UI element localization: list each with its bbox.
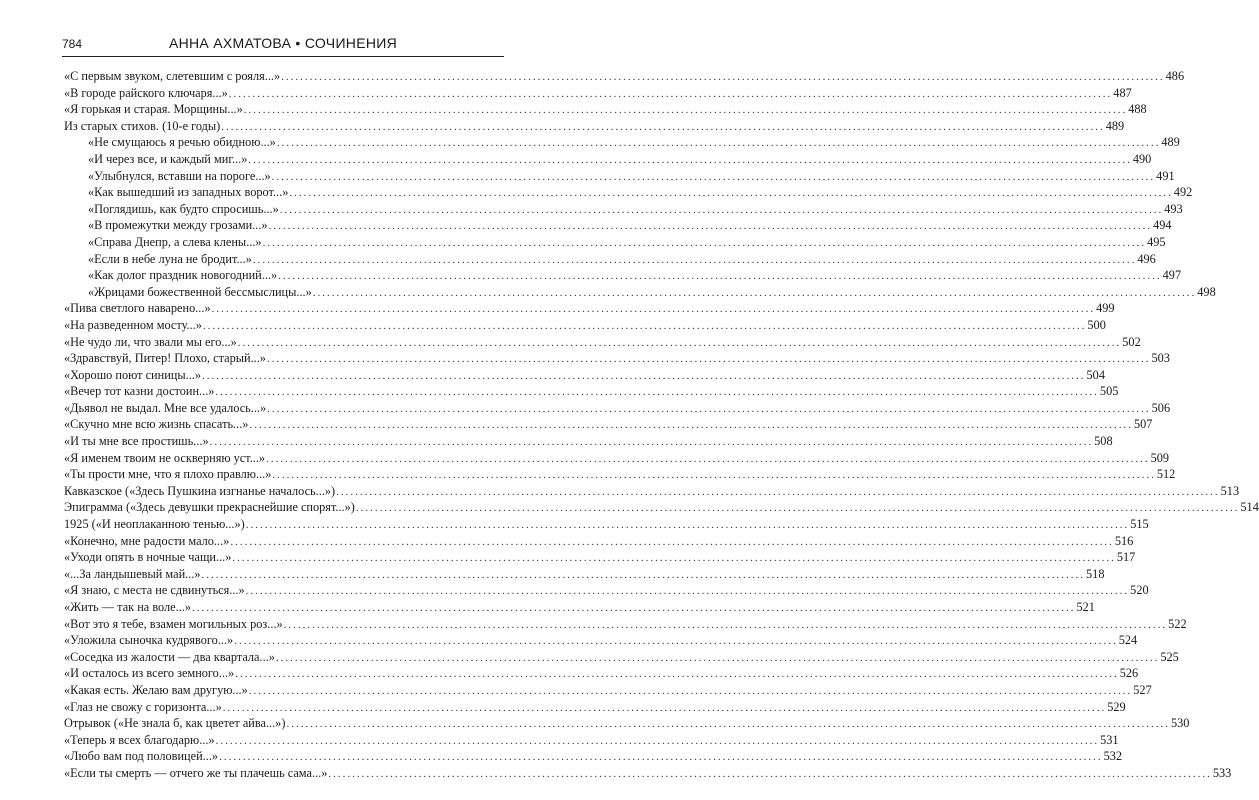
toc-entry-page: 493 [1164,201,1183,216]
dot-leader [286,716,1170,733]
toc-entry-title: «И осталось из всего земного...» [64,666,235,681]
toc-entry [64,682,1152,699]
toc-entry-page: 492 [1173,185,1193,200]
toc-entry-title: «На разведенном мосту...» [64,317,202,332]
toc-entry [64,383,1119,400]
toc-entry [64,201,1183,218]
toc-entry-page: 522 [1168,616,1187,631]
toc-entry-page: 499 [1096,301,1115,316]
toc-entry [64,101,1147,118]
toc-entry-title: Отрывок («Не знала б, как цветет айва...») [64,716,286,731]
dot-leader [289,185,1173,202]
toc-entry-title: «Справа Днепр, а слева клены...» [88,234,262,249]
toc-entry [64,483,1240,500]
toc-entry-title: «И ты мне все простишь...» [64,434,209,449]
toc-entry-page: 500 [1087,317,1106,332]
toc-entry-page: 491 [1156,168,1175,183]
toc-entry-title: «Как вышедший из западных ворот...» [88,185,289,200]
toc-entry [64,665,1139,682]
toc-entry-title: «Глаз не свожу с горизонта...» [64,699,222,714]
toc-entry-page: 487 [1113,85,1132,100]
dot-leader [276,650,1160,667]
toc-entry-title: «Скучно мне всю жизнь спасать...» [64,417,249,432]
toc-entry [64,516,1149,533]
dot-leader [313,285,1197,302]
toc-entry [64,134,1180,151]
toc-entry-page: 514 [1240,500,1259,515]
dot-leader [210,434,1094,451]
dot-leader [272,467,1156,484]
toc-entry-title: «Жрицами божественной бессмыслицы...» [88,284,312,299]
toc-entry-page: 489 [1161,135,1180,150]
toc-entry-title: «Я знаю, с места не сдвинуться...» [64,583,245,598]
toc-entry-title: «Как долог праздник новогодний...» [88,268,278,283]
dot-leader [230,534,1114,551]
toc-entry-title: «Теперь я всех благодарю...» [64,732,215,747]
toc-entry [64,616,1187,633]
toc-entry-page: 486 [1165,69,1185,83]
dot-leader [328,766,1212,783]
running-title: АННА АХМАТОВА • СОЧИНЕНИЯ [168,35,398,51]
toc-entry-page: 524 [1118,633,1138,648]
dot-leader [253,252,1137,269]
toc-entry-page: 503 [1151,351,1170,366]
toc-entry [64,68,1185,85]
toc-entry-page: 520 [1130,583,1149,598]
toc-entry-title: «Вечер тот казни достоин...» [64,384,215,399]
toc-entry-title: «Если ты смерть — отчего же ты плачешь сама...» [64,765,328,780]
toc-entry-page: 529 [1107,699,1126,714]
toc-entry-page: 525 [1160,649,1179,664]
toc-entry [64,466,1176,483]
toc-entry [64,350,1170,367]
toc-entry-page: 530 [1170,716,1190,731]
toc-entry [64,151,1152,168]
dot-leader [203,318,1087,335]
toc-entry-page: 504 [1086,367,1105,382]
toc-entry [64,184,1193,201]
toc-entry [64,416,1153,433]
toc-entry-page: 533 [1212,765,1232,780]
toc-entry-title: «Дьявол не выдал. Мне все удалось...» [64,400,267,415]
table-of-contents [64,68,1259,782]
dot-leader [221,119,1105,136]
toc-entry [64,566,1105,583]
dot-leader [215,384,1099,401]
toc-entry [64,217,1172,234]
toc-entry-page: 507 [1133,417,1153,432]
toc-entry-title: «Если в небе луна не бродит...» [88,251,252,266]
dot-leader [229,86,1113,103]
toc-entry-page: 490 [1132,151,1152,166]
toc-entry [64,632,1138,649]
toc-entry-title: «Пива светлого наварено...» [64,301,211,316]
toc-entry [64,649,1179,666]
toc-entry-title: «Ты прости мне, что я плохо правлю...» [64,467,272,482]
dot-leader [269,218,1153,235]
toc-entry-title: «В промежутки между грозами...» [88,218,268,233]
dot-leader [238,335,1122,352]
toc-entry-page: 518 [1086,566,1105,581]
toc-entry-title: «Конечно, мне радости мало...» [64,533,230,548]
dot-leader [280,202,1164,219]
toc-entry [64,284,1216,301]
toc-entry-title: «И через все, и каждый миг...» [88,151,248,166]
toc-entry-title: «С первым звуком, слетевшим с рояля...» [64,69,281,83]
toc-entry-title: Эпиграмма («Здесь девушки прекраснейшие спорят...») [64,500,355,515]
toc-entry-page: 489 [1105,118,1125,133]
dot-leader [281,69,1165,86]
toc-entry [64,533,1134,550]
dot-leader [216,733,1100,750]
dot-leader [249,683,1133,700]
toc-entry [64,118,1125,135]
toc-entry-title: Из старых стихов. (10-е годы) [64,118,221,133]
dot-leader [246,583,1130,600]
toc-entry [64,168,1175,185]
toc-entry-page: 502 [1122,334,1141,349]
dot-leader [266,451,1150,468]
toc-entry [64,234,1166,251]
toc-entry [64,499,1259,516]
dot-leader [223,700,1107,717]
toc-entry-page: 506 [1151,400,1171,415]
toc-entry-page: 527 [1133,682,1152,697]
toc-entry [64,433,1113,450]
toc-entry-title: «Я горькая и старая. Морщины...» [64,102,243,117]
dot-leader [267,401,1151,418]
toc-entry [64,400,1171,417]
dot-leader [192,600,1076,617]
toc-entry-page: 509 [1150,450,1170,465]
toc-entry-page: 498 [1197,284,1216,299]
toc-entry-page: 531 [1100,732,1119,747]
toc-entry-page: 505 [1099,384,1119,399]
toc-entry-page: 512 [1156,467,1176,482]
toc-entry-title: «Какая есть. Желаю вам другую...» [64,682,248,697]
toc-entry-title: «Уложила сыночка кудрявого...» [64,633,234,648]
dot-leader [234,633,1118,650]
dot-leader [244,102,1128,119]
toc-entry-title: «Соседка из жалости — два квартала...» [64,649,275,664]
toc-entry [64,334,1141,351]
dot-leader [249,417,1133,434]
toc-entry [64,300,1115,317]
dot-leader [267,351,1151,368]
toc-entry-title: 1925 («И неоплаканною тенью...») [64,517,245,532]
dot-leader [246,517,1130,534]
toc-entry [64,765,1232,782]
dot-leader [212,301,1096,318]
toc-entry-page: 495 [1147,234,1166,249]
dot-leader [248,152,1132,169]
toc-entry [64,599,1095,616]
dot-leader [356,500,1240,517]
dot-leader [272,169,1156,186]
toc-entry-page: 516 [1114,533,1134,548]
toc-entry-title: «В городе райского ключаря...» [64,85,228,100]
toc-entry-title: «Поглядишь, как будто спросишь...» [88,201,279,216]
toc-entry-title: «Жить — так на воле...» [64,600,191,614]
toc-entry-page: 494 [1153,218,1172,233]
toc-entry-title: «Я именем твоим не оскверняю уст...» [64,450,266,465]
toc-entry [64,549,1136,566]
dot-leader [284,617,1168,634]
toc-entry-title: «Любо вам под половицей...» [64,749,219,764]
toc-entry [64,85,1132,102]
toc-entry-title: Кавказское («Здесь Пушкина изгнанье началось...») [64,483,336,498]
toc-entry-title: «Не смущаюсь я речью обидною...» [88,135,276,150]
toc-entry [64,317,1106,334]
dot-leader [219,749,1103,766]
toc-entry-page: 497 [1162,268,1182,283]
toc-entry [64,699,1126,716]
toc-entry [64,450,1170,467]
toc-entry-page: 508 [1094,434,1113,449]
dot-leader [235,666,1119,683]
toc-entry-title: «Вот это я тебе, взамен могильных роз...» [64,616,283,631]
toc-entry-page: 515 [1130,517,1149,532]
toc-entry-page: 526 [1119,666,1139,681]
toc-entry-title: «Уходи опять в ночные чащи...» [64,550,232,565]
toc-entry-page: 521 [1076,600,1095,614]
toc-entry [64,732,1119,749]
toc-entry-title: «Здравствуй, Питер! Плохо, старый...» [64,351,266,366]
toc-entry [64,582,1149,599]
toc-entry [64,267,1182,284]
toc-entry-page: 532 [1103,749,1123,764]
dot-leader [202,368,1086,385]
dot-leader [232,550,1116,567]
toc-entry-title: «...За ландышевый май...» [64,566,201,581]
toc-entry [64,251,1156,268]
toc-entry [64,367,1105,384]
toc-entry-title: «Хорошо поют синицы...» [64,367,202,382]
toc-entry-page: 496 [1137,251,1156,266]
toc-entry [64,748,1123,765]
toc-entry-page: 513 [1220,483,1240,498]
toc-entry-title: «Не чудо ли, что звали мы его...» [64,334,237,349]
toc-entry [64,715,1190,732]
dot-leader [278,268,1162,285]
dot-leader [263,235,1147,252]
toc-entry-page: 517 [1116,550,1136,565]
toc-entry-title: «Улыбнулся, вставши на пороге...» [88,168,271,183]
dot-leader [277,135,1161,152]
toc-entry-page: 488 [1128,102,1147,117]
page-number: 784 [62,37,83,51]
dot-leader [202,567,1086,584]
page-header [62,34,504,57]
dot-leader [336,484,1220,501]
